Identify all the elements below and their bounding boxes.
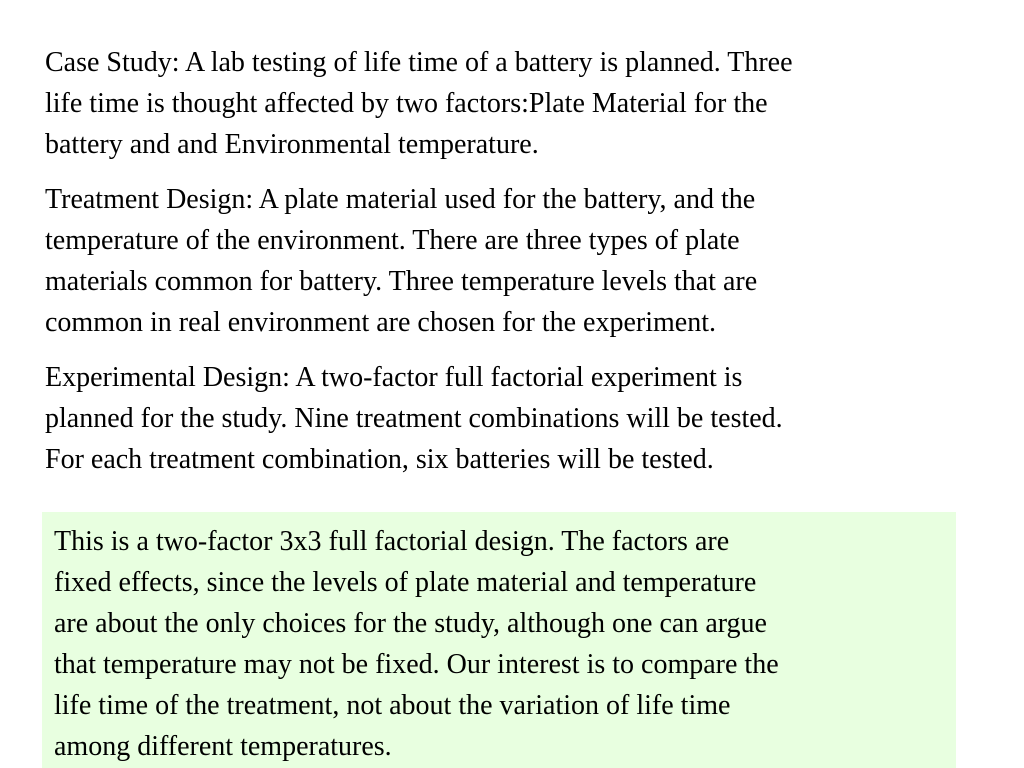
slide-content bbox=[45, 42, 975, 494]
text-line: Experimental Design: A two-factor full factorial experiment is bbox=[45, 362, 743, 393]
text-line: common in real environment are chosen for the experiment. bbox=[45, 307, 716, 338]
text-line: among different temperatures. bbox=[54, 731, 392, 762]
text-line: planned for the study. Nine treatment combinations will be tested. bbox=[45, 403, 783, 434]
text-line: For each treatment combination, six batteries will be tested. bbox=[45, 444, 714, 475]
text-line: fixed effects, since the levels of plate material and temperature bbox=[54, 567, 757, 598]
summary-note-box bbox=[42, 512, 956, 768]
text-line: that temperature may not be fixed. Our interest is to compare the bbox=[54, 649, 779, 680]
text-line: This is a two-factor 3x3 full factorial design. The factors are bbox=[54, 526, 730, 557]
text-line: battery and and Environmental temperature. bbox=[45, 129, 539, 160]
text-line: life time is thought affected by two factors:Plate Material for the bbox=[45, 88, 768, 119]
text-line: life time of the treatment, not about the variation of life time bbox=[54, 690, 731, 721]
text-line: are about the only choices for the study, although one can argue bbox=[54, 608, 767, 639]
text-line: Treatment Design: A plate material used for the battery, and the bbox=[45, 184, 756, 215]
text-line: temperature of the environment. There are three types of plate bbox=[45, 225, 740, 256]
treatment-design-paragraph bbox=[45, 179, 975, 343]
text-line: Case Study: A lab testing of life time of a battery is planned. Three bbox=[45, 47, 793, 78]
experimental-design-paragraph bbox=[45, 357, 975, 480]
case-study-paragraph bbox=[45, 42, 975, 165]
text-line: materials common for battery. Three temperature levels that are bbox=[45, 266, 758, 297]
summary-note-text bbox=[54, 521, 944, 767]
